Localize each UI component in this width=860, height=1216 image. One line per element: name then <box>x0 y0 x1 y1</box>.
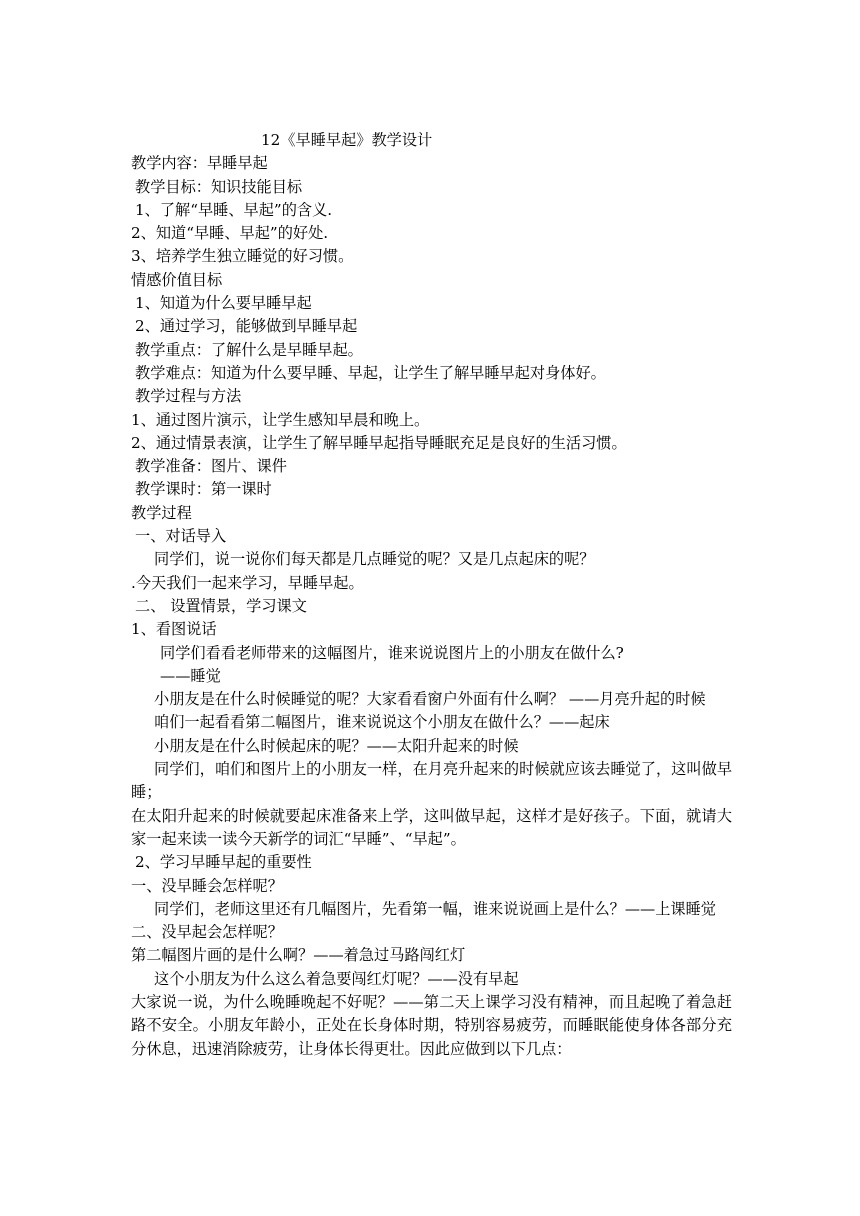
text-line: 教学难点：知道为什么要早睡、早起，让学生了解早睡早起对身体好。 <box>135 363 606 382</box>
paragraph: 同学们，老师这里还有几幅图片，先看第一幅，谁来说说画上是什么？——上课睡觉 <box>154 899 716 918</box>
section-heading: 一、没早睡会怎样呢？ <box>131 876 283 895</box>
text-line: 教学课时：第一课时 <box>135 480 272 499</box>
document-title: 12《早睡早起》教学设计 <box>261 131 433 149</box>
text-line: 1、看图说话 <box>131 620 217 639</box>
paragraph: 小朋友是在什么时候睡觉的呢？大家看看窗户外面有什么啊？ ——月亮升起的时候 <box>154 690 706 709</box>
text-line: 教学准备：图片、课件 <box>135 457 287 476</box>
text-line: 2、通过学习，能够做到早睡早起 <box>135 317 358 336</box>
paragraph: 大家说一说，为什么晚睡晚起不好呢？——第二天上课学习没有精神，而且起晚了着急赶路不安全。小朋友年龄小，正处在长身体时期，特别容易疲劳，而睡眠能使身体各部分充分休息，迅速消除疲劳，让身体长得更壮。因此应做到以下几点： <box>131 992 732 1058</box>
section-heading: 2、学习早睡早起的重要性 <box>135 853 312 872</box>
text-line: ——睡觉 <box>160 666 221 685</box>
text-line: 2、通过情景表演，让学生了解早睡早起指导睡眠充足是良好的生活习惯。 <box>131 433 627 452</box>
text-line: 第二幅图片画的是什么啊？——着急过马路闯红灯 <box>131 946 466 965</box>
text-line: 1、通过图片演示，让学生感知早晨和晚上。 <box>131 410 430 429</box>
paragraph: 同学们，咱们和图片上的小朋友一样，在月亮升起来的时候就应该去睡觉了，这叫做早睡； <box>131 760 732 802</box>
text-line: 咱们一起看看第二幅图片，谁来说说这个小朋友在做什么？——起床 <box>154 713 610 732</box>
text-line: 小朋友是在什么时候起床的呢？——太阳升起来的时候 <box>154 736 519 755</box>
paragraph: 在太阳升起来的时候就要起床准备来上学，这叫做早起，这样才是好孩子。下面，就请大家一起来读一读今天新学的词汇“早睡”、“早起”。 <box>131 806 732 848</box>
text-line: 同学们，说一说你们每天都是几点睡觉的呢？又是几点起床的呢？ <box>154 550 595 569</box>
section-heading: 二、没早起会怎样呢？ <box>131 923 283 942</box>
text-line: 情感价值目标 <box>131 270 223 289</box>
text-line: .今天我们一起来学习，早睡早起。 <box>131 573 364 592</box>
text-line: 教学重点：了解什么是早睡早起。 <box>135 340 363 359</box>
text-line: 教学目标：知识技能目标 <box>135 177 303 196</box>
section-heading: 一、对话导入 <box>135 527 227 546</box>
text-line: 1、了解“早睡、早起”的含义. <box>135 200 333 219</box>
section-heading: 教学过程 <box>131 503 192 522</box>
document-body <box>131 129 732 1061</box>
text-line: 3、培养学生独立睡觉的好习惯。 <box>131 247 354 266</box>
text-line: 1、知道为什么要早睡早起 <box>135 294 312 313</box>
text-line: 教学过程与方法 <box>135 387 242 406</box>
text-line: 教学内容：早睡早起 <box>131 154 268 173</box>
text-line: 同学们看看老师带来的这幅图片，谁来说说图片上的小朋友在做什么? <box>160 643 624 662</box>
text-line: 2、知道“早睡、早起”的好处. <box>131 224 329 243</box>
section-heading: 二、 设置情景，学习课文 <box>135 596 307 615</box>
text-line: 这个小朋友为什么这么着急要闯红灯呢？——没有早起 <box>154 969 519 988</box>
